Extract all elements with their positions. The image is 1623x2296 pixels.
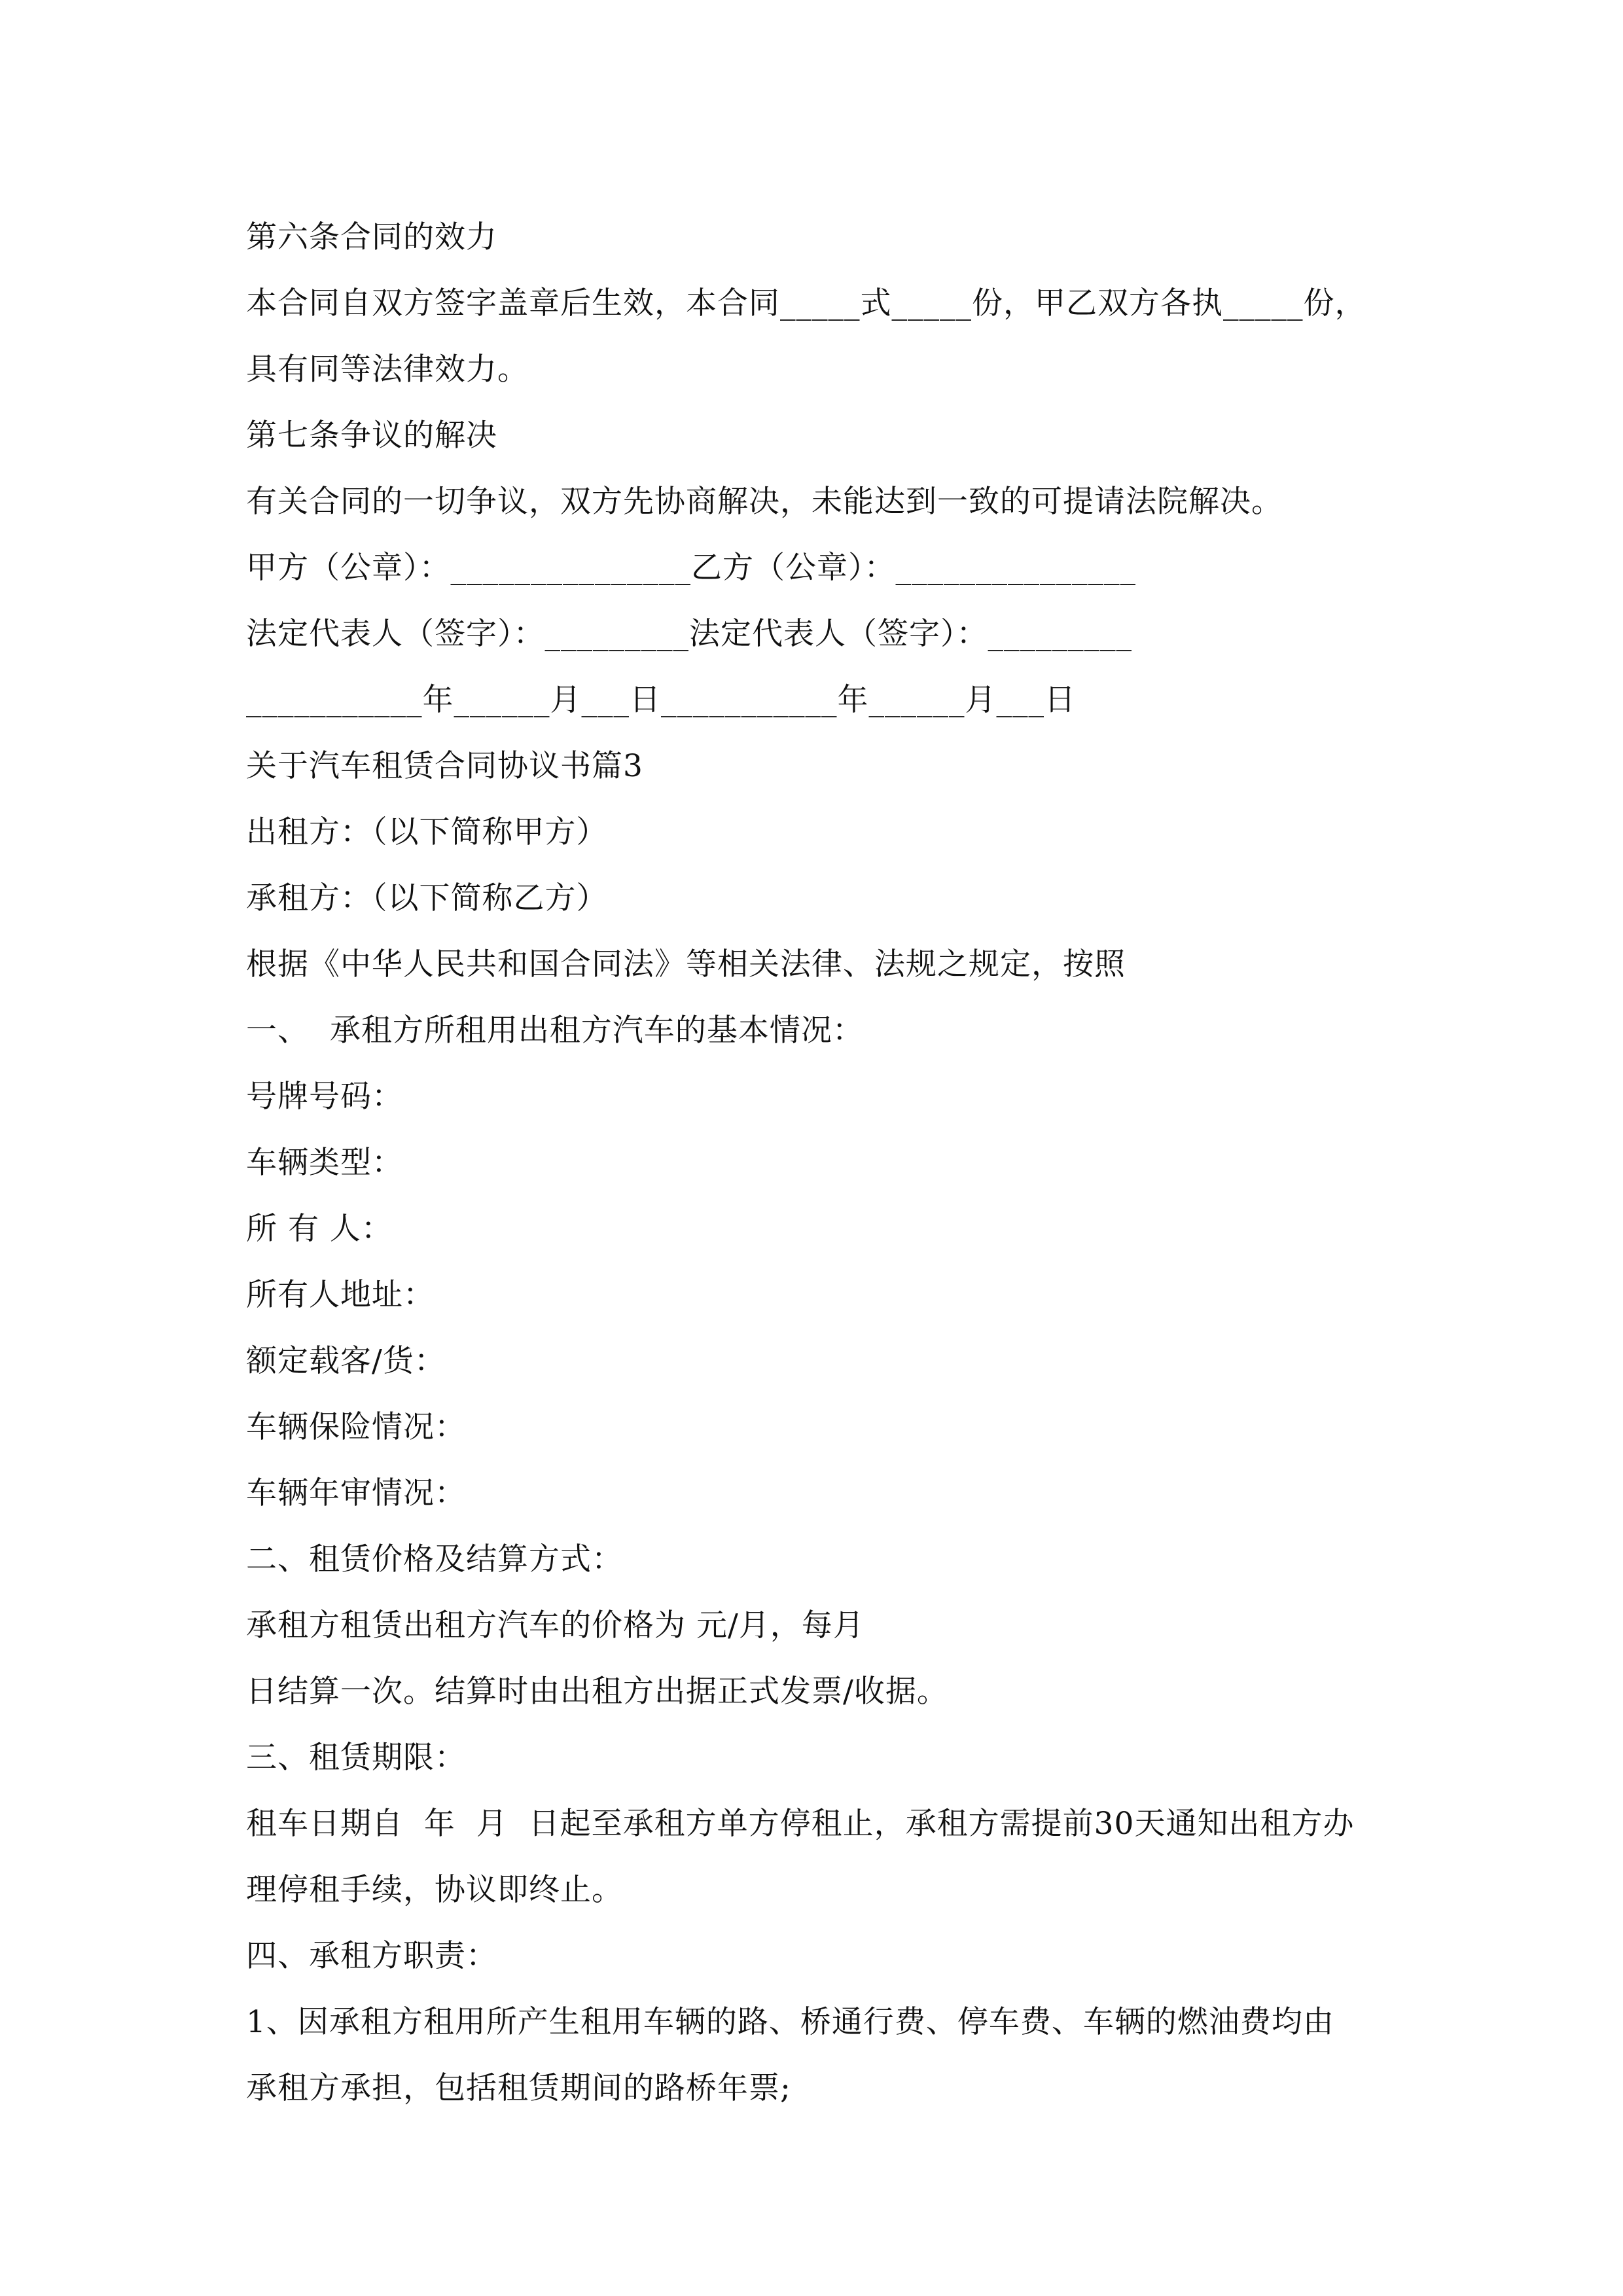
document-body: [246, 204, 1398, 2121]
section-heading-7: 第七条争议的解决: [246, 418, 497, 454]
field-rated-capacity: 额定载客/货：: [246, 1343, 446, 1379]
section-heading-4: 四、承租方职责：: [246, 1938, 497, 1974]
signature-line-date: ___________年______月___日___________年______月___日: [246, 682, 1076, 718]
lessor-line: 出租方：（以下简称甲方）: [246, 814, 608, 850]
section-heading-1: 一、 承租方所租用出租方汽车的基本情况：: [246, 1013, 864, 1049]
field-owner: 所 有 人：: [246, 1211, 393, 1247]
paragraph-line: 理停租手续，协议即终止。: [246, 1872, 623, 1908]
paragraph-line: 1、因承租方租用所产生租用车辆的路、桥通行费、停车费、车辆的燃油费均由: [246, 2004, 1334, 2040]
field-vehicle-type: 车辆类型：: [246, 1145, 403, 1181]
paragraph-line: 承租方租赁出租方汽车的价格为 元/月，每月: [246, 1607, 865, 1643]
paragraph-line: 有关合同的一切争议，双方先协商解决，未能达到一致的可提请法院解决。: [246, 484, 1283, 520]
paragraph-line: 租车日期自 年 月 日起至承租方单方停租止，承租方需提前30天通知出租方办: [246, 1806, 1355, 1842]
paragraph-line: 根据《中华人民共和国合同法》等相关法律、法规之规定，按照: [246, 946, 1126, 982]
field-insurance: 车辆保险情况：: [246, 1409, 466, 1445]
paragraph-line: 具有同等法律效力。: [246, 351, 529, 387]
paragraph-line: 日结算一次。结算时由出租方出据正式发票/收据。: [246, 1674, 948, 1710]
signature-line-party-seal: 甲方（公章）：_______________乙方（公章）：_______________: [246, 550, 1136, 586]
section-heading-6: 第六条合同的效力: [246, 219, 497, 255]
section-heading-3: 三、租赁期限：: [246, 1740, 466, 1776]
field-plate-number: 号牌号码：: [246, 1079, 403, 1115]
signature-line-representative: 法定代表人（签字）：_________法定代表人（签字）：_________: [246, 616, 1132, 652]
field-annual-inspection: 车辆年审情况：: [246, 1475, 466, 1511]
paragraph-line: 本合同自双方签字盖章后生效，本合同_____式_____份，甲乙双方各执_____份，: [246, 285, 1366, 321]
paragraph-line: 承租方承担，包括租赁期间的路桥年票;: [246, 2070, 791, 2106]
lessee-line: 承租方：（以下简称乙方）: [246, 880, 608, 916]
field-owner-address: 所有人地址：: [246, 1277, 435, 1313]
contract-title: 关于汽车租赁合同协议书篇3: [246, 748, 643, 784]
section-heading-2: 二、租赁价格及结算方式：: [246, 1541, 623, 1577]
